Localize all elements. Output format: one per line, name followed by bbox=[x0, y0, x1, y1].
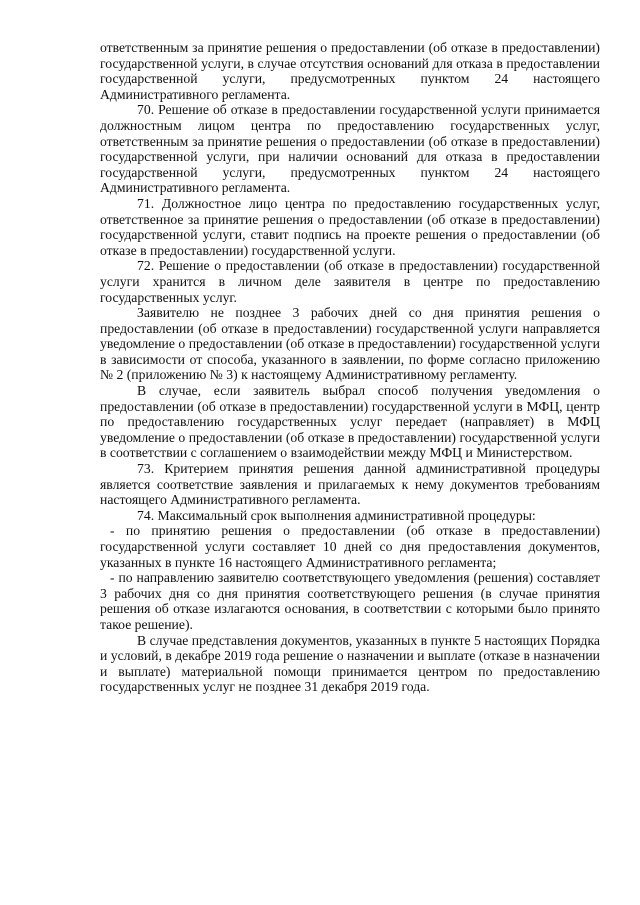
paragraph-74: 74. Максимальный срок выполнения административной процедуры: bbox=[137, 507, 536, 523]
document-page bbox=[100, 40, 600, 695]
paragraph-notification: Заявителю не позднее 3 рабочих дней со дня принятия решения о предоставлении (об отказе в предоставлении) государственной услуги направляется уведомление о предоставлении (об отказе в предоставлении) государственной услуги в зависимости от способа, указанного в заявлении, по форме согласно приложению № 2 (приложению № 3) к настоящему Административному регламенту. bbox=[100, 305, 600, 383]
paragraph-72: 72. Решение о предоставлении (об отказе в предоставлении) государственной услуги хранится в личном деле заявителя в центре по предоставлению государственных услуг. bbox=[100, 258, 600, 305]
list-item-notification-term: - по направлению заявителю соответствующего уведомления (решения) составляет 3 рабочих дня со дня принятия соответствующего решения (в случае принятия решения об отказе излагаются основания, в соответствии с которыми было принято такое решение). bbox=[100, 570, 600, 632]
paragraph-71: 71. Должностное лицо центра по предоставлению государственных услуг, ответственное за принятие решения о предоставлении (об отказе в предоставлении) государственной услуги, ставит подпись на проекте решения о предоставлении (об отказе в предоставлении) государственной услуги. bbox=[100, 195, 600, 258]
paragraph-continuation: ответственным за принятие решения о предоставлении (об отказе в предоставлении) государственной услуги, в случае отсутствия оснований для отказа в предоставлении государственной услуги, предусмотренных пунктом 24 настоящего Административного регламента. bbox=[100, 40, 600, 102]
paragraph-70: 70. Решение об отказе в предоставлении государственной услуги принимается должностным лицом центра по предоставлению государственных услуг, ответственным за принятие решения о предоставлении (об отказе в предоставлении) государственной услуги, при наличии оснований для отказа в предоставлении государственной услуги, предусмотренных пунктом 24 настоящего Административного регламента. bbox=[100, 102, 600, 196]
paragraph-73: 73. Критерием принятия решения данной административной процедуры является соответствие заявления и прилагаемых к нему документов требованиям настоящего Административного регламента. bbox=[100, 461, 600, 508]
list-item-decision-term: - по принятию решения о предоставлении (об отказе в предоставлении) государственной услуги составляет 10 дней со дня предоставления документов, указанных в пункте 16 настоящего Административного регламента; bbox=[100, 523, 600, 570]
paragraph-december-2019: В случае представления документов, указанных в пункте 5 настоящих Порядка и условий, в декабре 2019 года решение о назначении и выплате (отказе в назначении и выплате) материальной помощи принимается центром по предоставлению государственных услуг не позднее 31 декабря 2019 года. bbox=[100, 632, 600, 695]
paragraph-mfc: В случае, если заявитель выбрал способ получения уведомления о предоставлении (об отказе в предоставлении) государственной услуги в МФЦ, центр по предоставлению государственных услуг передает (направляет) в МФЦ уведомление о предоставлении (об отказе в предоставлении) государственной услуги в соответствии с соглашением о взаимодействии между МФЦ и Министерством. bbox=[100, 383, 600, 461]
